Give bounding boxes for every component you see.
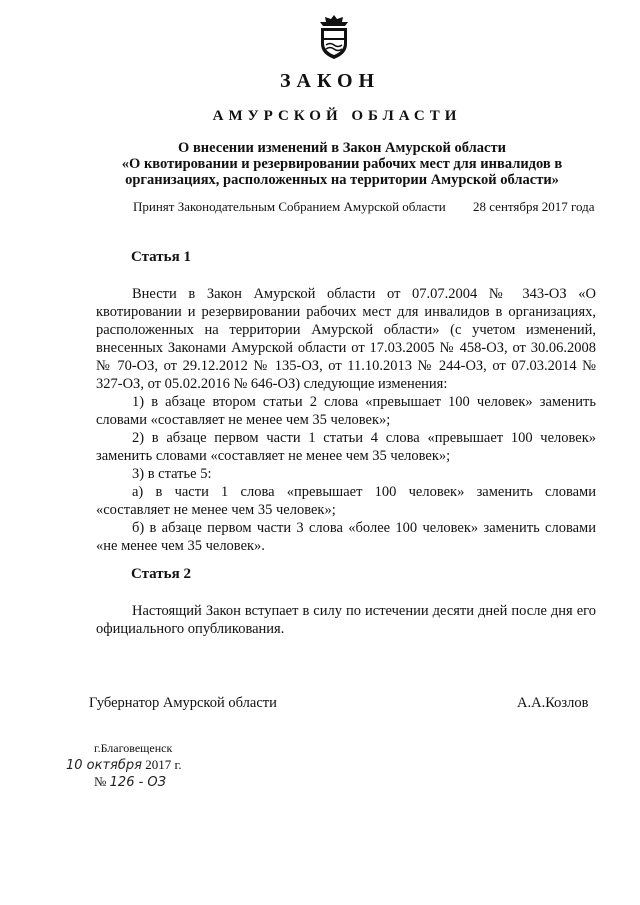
article-1-item-3: 3) в статье 5: [132,466,212,482]
article-1-heading: Статья 1 [131,249,191,265]
region-title: АМУРСКОЙ ОБЛАСТИ [212,108,462,124]
subject-line-3: организациях, расположенных на территории Амурской области» [125,172,559,188]
signing-date [66,757,182,773]
article-1-item-1: 1) в абзаце втором статьи 2 слова «превышает 100 человек» заменить словами «составляет не менее чем 35 человек»; [96,394,596,428]
law-subject [98,140,586,188]
number-prefix: № [94,774,107,789]
adopted-by: Принят Законодательным Собранием Амурской области [133,199,446,214]
article-2-heading: Статья 2 [131,566,191,582]
coat-of-arms-icon [315,14,353,60]
handwritten-date: 10 октября [66,758,142,773]
article-1-item-3a: а) в части 1 слова «превышает 100 человек» заменить словами «составляет не менее чем 35 человек»; [96,484,596,518]
city: г.Благовещенск [94,741,173,755]
handwritten-number: 126 - ОЗ [109,775,166,790]
article-1-intro: Внести в Закон Амурской области от 07.07.2004 № 343-ОЗ «О квотировании и резервировании рабочих мест для инвалидов в организациях, расположенных на территории Амурской области» (с учетом изменений, внесенных Законами Амурской области от 17.03.2005 № 458-ОЗ, от 30.06.2008 № 70-ОЗ, от 29.12.2012 № 135-ОЗ, от 11.10.2013 № 244-ОЗ, от 07.03.2014 № 327-ОЗ, от 05.02.2016 № 646-ОЗ) следующие изменения: [96,286,596,392]
law-number [94,774,166,790]
article-2-text: Настоящий Закон вступает в силу по истечении десяти дней после дня его официального опубликования. [96,603,596,637]
subject-line-2: «О квотировании и резервировании рабочих мест для инвалидов в [121,156,563,172]
adopted-date: 28 сентября 2017 года [473,199,595,214]
governor-name: А.А.Козлов [517,695,589,711]
document-title: ЗАКОН [279,70,381,92]
article-1-item-3b: б) в абзаце первом части 3 слова «более 100 человек» заменить словами «не менее чем 35 человек». [96,520,596,554]
signing-year: 2017 г. [145,757,182,772]
article-1-item-2: 2) в абзаце первом части 1 статьи 4 слова «превышает 100 человек» заменить словами «составляет не менее чем 35 человек»; [96,430,596,464]
governor-position: Губернатор Амурской области [89,695,277,711]
subject-line-1: О внесении изменений в Закон Амурской области [178,140,506,156]
